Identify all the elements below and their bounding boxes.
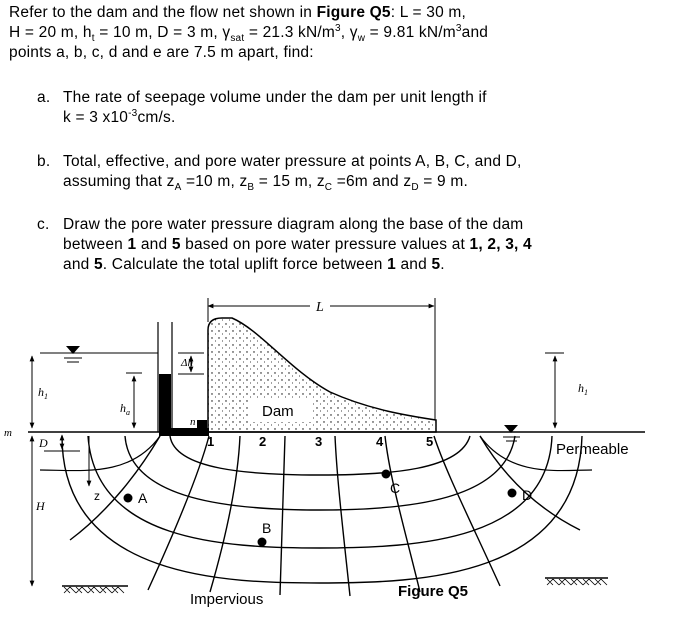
question-a-label: a.: [37, 89, 51, 106]
dam-base-points: [207, 434, 433, 449]
impervious-hatch-left: [64, 587, 124, 593]
delta-h-label: Δh: [181, 357, 193, 369]
point-C-label: C: [390, 480, 401, 496]
impervious-label: Impervious: [190, 591, 264, 608]
question-c: c. Draw the pore water pressure diagram along the base of the dam between 1 and 5 based on pore water pressure values at 1, 2, 3, 4 and 5. Calculate the total uplift force between 1 and 5.: [37, 216, 532, 273]
h1-right-label: $h_1$: [578, 381, 588, 397]
point-B-marker: [258, 538, 267, 547]
question-b: b. Total, effective, and pore water pressure at points A, B, C, and D, assuming that $z_A =10$ m, $z_B = 15$ m, $z_C =6m$ and $z_D = 9$ m.: [37, 153, 522, 194]
L-label: L: [316, 300, 324, 315]
point-D-marker: [508, 489, 517, 498]
question-b-label: b.: [37, 153, 51, 170]
point-B-label: B: [262, 520, 272, 536]
intro-line-2: H = 20 m, $h_t = 10$ m, D = 3 m, $\gamma_{sat} = 21.3$ $kN/m^3$, $\gamma_w = 9.81$ $kN/m^3and$: [9, 22, 489, 45]
figure-reference: Figure Q5: [316, 4, 391, 21]
figure-caption: Figure Q5: [398, 583, 469, 600]
D-label: D: [39, 436, 48, 450]
question-c-label: c.: [37, 216, 50, 233]
h1-left-label: $h_1$: [38, 385, 48, 401]
m-label: m: [4, 427, 12, 439]
point-A-label: A: [138, 490, 148, 506]
intro-line-3: points a, b, c, d and e are 7.5 m apart, find:: [9, 44, 314, 61]
base-point-2: 2: [259, 434, 267, 449]
base-point-4: 4: [376, 434, 384, 449]
permeable-label: Permeable: [556, 441, 629, 458]
point-C-marker: [382, 470, 391, 479]
H-label: H: [36, 499, 45, 513]
point-A-marker: [124, 494, 133, 503]
dam-label: Dam: [262, 403, 294, 420]
point-D-label: D: [522, 487, 533, 503]
z-label: z: [94, 489, 100, 503]
equipotential-lines: [70, 436, 580, 596]
piezometer-water-column: [159, 374, 171, 436]
base-point-3: 3: [315, 434, 323, 449]
dam-body: [208, 318, 436, 432]
question-a: a. The rate of seepage volume under the dam per unit length if k = 3 $x10^{-3}cm/s$.: [37, 89, 487, 126]
base-point-5: 5: [426, 434, 434, 449]
base-point-1: 1: [207, 434, 215, 449]
impervious-hatch-right: [547, 579, 607, 585]
n-label: n: [190, 416, 196, 428]
ha-label: $h_a$: [120, 401, 130, 417]
intro-line-1: Refer to the dam and the flow net shown in Figure Q5: L = 30 m,: [9, 4, 467, 21]
